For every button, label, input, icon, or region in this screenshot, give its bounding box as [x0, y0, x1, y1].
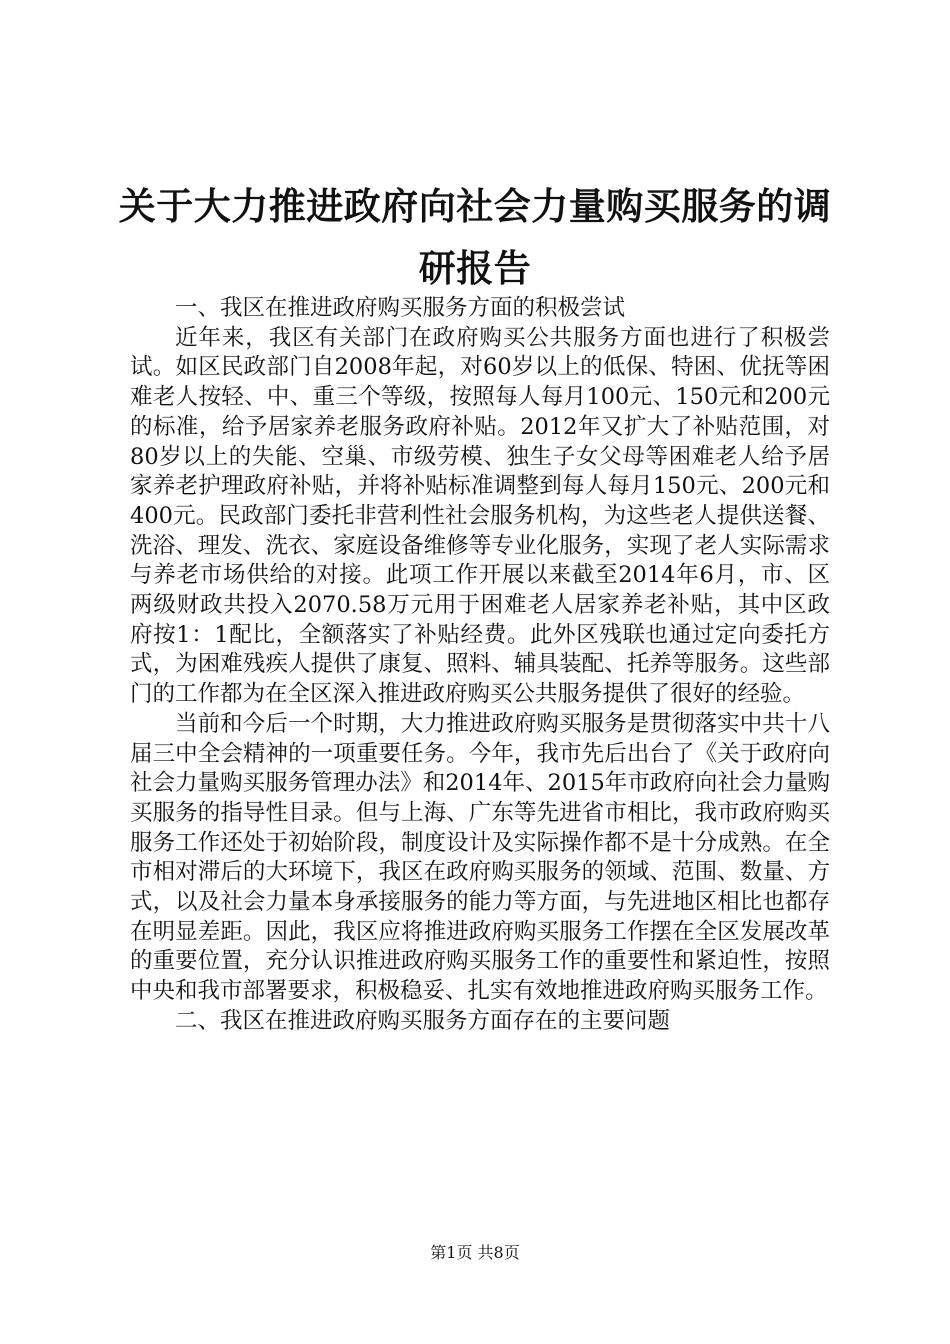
section-heading-1: 一、我区在推进政府购买服务方面的积极尝试 [175, 295, 626, 321]
paragraph-2: 当前和今后一个时期，大力推进政府购买服务是贯彻落实中共十八届三中全会精神的一项重要任务。今年，我市先后出台了《关于政府向社会力量购买服务管理办法》和2014年、2015年市政府向社会力量购买服务的指导性目录。但与上海、广东等先进省市相比，我市政府购买服务工作还处于初始阶段，制度设计及实际操作都不是十分成熟。在全市相对滞后的大环境下，我区在政府购买服务的领域、范围、数量、方式，以及社会力量本身承接服务的能力等方面，与先进地区相比也都存在明显差距。因此，我区应将推进政府购买服务工作摆在全区发展改革的重要位置，充分认识推进政府购买服务工作的重要性和紧迫性，按照中央和我市部署要求，积极稳妥、扎实有效地推进政府购买服务工作。 [130, 710, 830, 1005]
page-number-footer: 第1页 共8页 [430, 1243, 520, 1262]
document-title: 关于大力推进政府向社会力量购买服务的调研报告 [118, 185, 832, 290]
section-heading-2: 二、我区在推进政府购买服务方面存在的主要问题 [175, 1007, 671, 1034]
document-body [130, 294, 830, 1037]
paragraph-1: 近年来，我区有关部门在政府购买公共服务方面也进行了积极尝试。如区民政部门自2008年起，对60岁以上的低保、特困、优抚等困难老人按轻、中、重三个等级，按照每人每月100元、150元和200元的标准，给予居家养老服务政府补贴。2012年又扩大了补贴范围，对80岁以上的失能、空巢、市级劳模、独生子女父母等困难老人给予居家养老护理政府补贴，并将补贴标准调整到每人每月150元、200元和400元。民政部门委托非营利性社会服务机构，为这些老人提供送餐、洗浴、理发、洗衣、家庭设备维修等专业化服务，实现了老人实际需求与养老市场供给的对接。此项工作开展以来截至2014年6月，市、区两级财政共投入2070.58万元用于困难老人居家养老补贴，其中区政府按1：1配比，全额落实了补贴经费。此外区残联也通过定向委托方式，为困难残疾人提供了康复、照料、辅具装配、托养等服务。这些部门的工作都为在全区深入推进政府购买公共服务提供了很好的经验。 [130, 324, 830, 708]
